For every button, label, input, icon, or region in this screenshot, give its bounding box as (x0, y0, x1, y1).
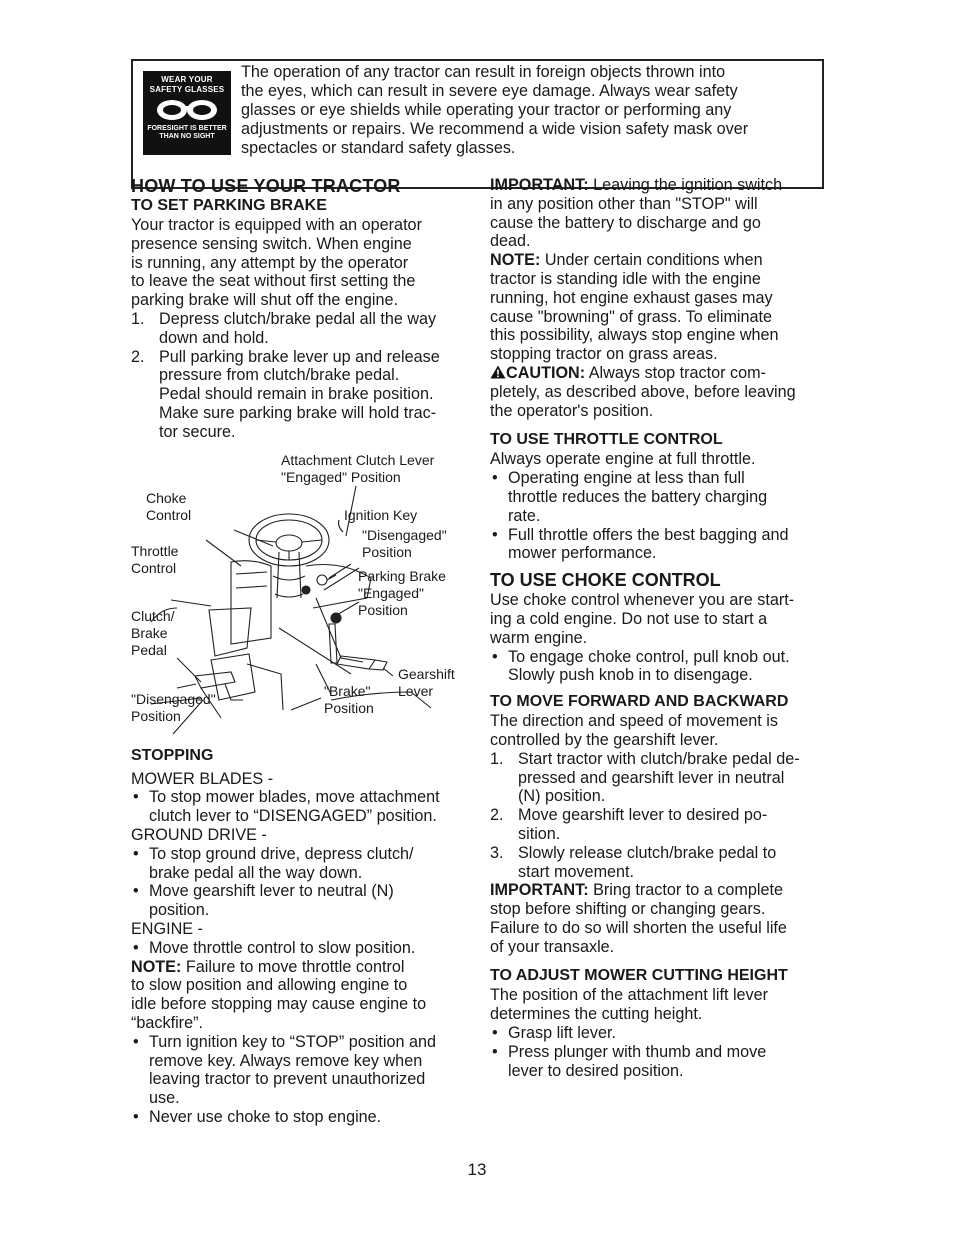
label-choke-control (146, 490, 191, 524)
text-line: pressed and gearshift lever in neutral (518, 768, 785, 787)
icon-caption-3: FORESIGHT IS BETTER (147, 125, 227, 132)
mower-blades-label: MOWER BLADES - (131, 769, 274, 788)
choke-bullets (490, 648, 835, 686)
icon-caption-1: WEAR YOUR (161, 75, 213, 84)
text-line: Depress clutch/brake pedal all the way (159, 309, 437, 328)
text-line: ing a cold engine. Do not use to start a (490, 609, 768, 628)
text-line: stopping tractor on grass areas. (490, 345, 718, 364)
throttle-bullets (490, 469, 835, 563)
ground-drive-label: GROUND DRIVE - (131, 825, 267, 844)
glasses-icon (152, 97, 222, 123)
text-line: presence sensing switch. When engine (131, 234, 412, 253)
list-item: • Full throttle offers the best bagging and mower performance. (492, 525, 789, 563)
label-line: "Disengaged" (362, 526, 447, 543)
warning-text (241, 63, 816, 158)
safety-glasses-icon (143, 71, 231, 155)
text-line: lever to desired position. (508, 1061, 684, 1080)
step-number: 3. (490, 843, 504, 862)
label-throttle-control (131, 543, 178, 577)
stopping-heading: STOPPING (131, 746, 214, 764)
text-line: to slow position and allowing engine to (131, 976, 408, 995)
warning-line: adjustments or repairs. We recommend a wide vision safety mask over (241, 120, 749, 138)
text-line: brake pedal all the way down. (149, 863, 363, 882)
text-line: Pull parking brake lever up and release (159, 347, 440, 366)
text-line: Always stop tractor com- (585, 363, 766, 382)
label-line: Lever (398, 682, 434, 699)
text-line: pletely, as described above, before leaving (490, 382, 796, 401)
label-line: Control (146, 506, 192, 523)
icon-caption-2: SAFETY GLASSES (149, 85, 225, 94)
warning-line: the eyes, which can result in severe eye damage. Always wear safety (241, 82, 738, 100)
text-line: Pedal should remain in brake position. (159, 385, 434, 404)
label-line: Position (324, 699, 374, 716)
label-line: Position (362, 543, 412, 560)
text-line: dead. (490, 232, 531, 251)
left-column (131, 176, 476, 1127)
text-line: The direction and speed of movement is (490, 712, 778, 731)
page-title: HOW TO USE YOUR TRACTOR (131, 176, 401, 196)
text-line: idle before stopping may cause engine to (131, 995, 427, 1014)
text-line: Grasp lift lever. (508, 1024, 616, 1043)
text-line: clutch lever to “DISENGAGED” position. (149, 807, 437, 826)
label-line: Ignition Key (344, 506, 418, 523)
list-item: • Operating engine at less than full throttle reduces the battery charging rate. (492, 469, 768, 525)
label-line: Parking Brake (358, 567, 446, 584)
note-label: NOTE: (131, 957, 182, 976)
important-label: IMPORTANT: (490, 881, 589, 900)
cutting-height-intro (490, 986, 835, 1024)
label-clutch-brake-pedal (131, 608, 175, 659)
text-line: this possibility, always stop engine when (490, 326, 779, 345)
text-line: in any position other than "STOP" will (490, 194, 758, 213)
list-item: • To stop ground drive, depress clutch/ brake pedal all the way down. (133, 844, 414, 882)
label-ignition-key (344, 507, 417, 524)
text-line: Move gearshift lever to desired po- (518, 806, 768, 825)
list-item (490, 806, 835, 844)
step-number: 2. (131, 347, 145, 366)
move-intro (490, 712, 835, 750)
text-line: tor secure. (159, 422, 236, 441)
label-line: "Brake" (324, 682, 371, 699)
text-line: parking brake will shut off the engine. (131, 291, 398, 310)
warning-line: The operation of any tractor can result in foreign objects thrown into (241, 63, 726, 81)
mower-blades-bullets (131, 788, 476, 826)
label-line: Brake (131, 624, 168, 641)
right-column (490, 176, 835, 1080)
text-line: start movement. (518, 862, 635, 881)
stopping-final-bullets (131, 1033, 476, 1127)
label-line: "Engaged" (358, 584, 424, 601)
text-line: Make sure parking brake will hold trac- (159, 403, 437, 422)
list-item (131, 348, 476, 442)
list-item: • Press plunger with thumb and move lever to desired position. (492, 1042, 767, 1080)
text-line: The position of the attachment lift lever (490, 986, 769, 1005)
safety-warning-box (131, 59, 824, 189)
text-line: Failure to move throttle control (181, 957, 405, 976)
text-line: Full throttle offers the best bagging and (508, 525, 789, 544)
choke-heading: TO USE CHOKE CONTROL (490, 570, 721, 591)
text-line: Use choke control whenever you are start- (490, 591, 795, 610)
text-line: Slowly release clutch/brake pedal to (518, 843, 777, 862)
text-line: Move gearshift lever to neutral (N) (149, 882, 394, 901)
step-number: 2. (490, 806, 504, 825)
text-line: Bring tractor to a complete (588, 881, 783, 900)
label-line: Throttle (131, 542, 179, 559)
text-line: Slowly push knob in to disengage. (508, 666, 753, 685)
text-line: remove key. Always remove key when (149, 1051, 423, 1070)
text-line: sition. (518, 824, 561, 843)
list-item: • Move throttle control to slow position. (133, 938, 416, 957)
cutting-height-bullets (490, 1024, 835, 1080)
cutting-height-heading: TO ADJUST MOWER CUTTING HEIGHT (490, 967, 788, 985)
move-heading: TO MOVE FORWARD AND BACKWARD (490, 693, 789, 711)
text-line: Leaving the ignition switch (588, 176, 783, 194)
note-browning (490, 251, 835, 364)
parking-brake-intro (131, 216, 476, 310)
label-ignition-disengaged (362, 527, 447, 561)
text-line: down and hold. (159, 328, 269, 347)
icon-caption-4: THAN NO SIGHT (159, 133, 215, 140)
text-line: stop before shifting or changing gears. (490, 900, 766, 919)
text-line: rate. (508, 506, 541, 525)
text-line: mower performance. (508, 544, 657, 563)
text-line: is running, any attempt by the operator (131, 253, 409, 272)
ground-drive-bullets (131, 845, 476, 920)
label-attachment-clutch-lever (281, 452, 434, 486)
label-line: Position (131, 707, 181, 724)
text-line: Never use choke to stop engine. (149, 1107, 382, 1126)
label-parking-brake (358, 568, 446, 619)
text-line: controlled by the gearshift lever. (490, 730, 719, 749)
list-item: • Never use choke to stop engine. (133, 1107, 382, 1126)
text-line: throttle reduces the battery charging (508, 487, 768, 506)
list-item: • To engage choke control, pull knob out. Slowly push knob in to disengage. (492, 647, 790, 685)
important-label: IMPORTANT: (490, 176, 589, 194)
stopping-note (131, 958, 476, 1033)
label-line: Control (131, 559, 177, 576)
label-line: Pedal (131, 641, 167, 658)
text-line: Operating engine at less than full (508, 469, 745, 488)
text-line: cause "browning" of grass. To eliminate (490, 307, 773, 326)
text-line: Press plunger with thumb and move (508, 1042, 767, 1061)
list-item: • To stop mower blades, move attachment clutch lever to “DISENGAGED” position. (133, 788, 440, 826)
text-line: leaving tractor to prevent unauthorized (149, 1070, 426, 1089)
text-line: To stop ground drive, depress clutch/ (149, 844, 414, 863)
text-line: Turn ignition key to “STOP” position and (149, 1032, 437, 1051)
important-transaxle (490, 881, 835, 956)
caution-stop (490, 364, 835, 420)
label-line: Position (358, 601, 408, 618)
list-item: • Move gearshift lever to neutral (N) position. (133, 882, 394, 920)
text-line: determines the cutting height. (490, 1005, 703, 1024)
throttle-intro: Always operate engine at full throttle. (490, 450, 756, 469)
text-line: Your tractor is equipped with an operator (131, 216, 422, 234)
step-number: 1. (131, 309, 145, 328)
important-ignition (490, 176, 835, 251)
list-item: • Turn ignition key to “STOP” position and remove key. Always remove key when leaving tractor to prevent unauthorized use. (133, 1032, 437, 1108)
label-pedal-disengaged (131, 691, 216, 725)
tractor-controls-diagram (131, 448, 476, 738)
warning-line: glasses or eye shields while operating your tractor or performing any (241, 101, 732, 119)
note-label: NOTE: (490, 251, 541, 270)
label-pedal-brake (324, 683, 374, 717)
text-line: of your transaxle. (490, 937, 615, 956)
choke-intro (490, 591, 835, 647)
text-line: pressure from clutch/brake pedal. (159, 366, 400, 385)
caution-label: CAUTION: (506, 363, 586, 382)
page-number: 13 (467, 1160, 487, 1179)
list-item (490, 750, 835, 806)
label-line: "Disengaged" (131, 690, 216, 707)
text-line: “backfire”. (131, 1013, 203, 1032)
label-line: Attachment Clutch Lever (281, 451, 435, 468)
text-line: To stop mower blades, move attachment (149, 788, 440, 807)
parking-brake-heading: TO SET PARKING BRAKE (131, 197, 327, 214)
text-line: Under certain conditions when (540, 251, 763, 270)
text-line: cause the battery to discharge and go (490, 213, 761, 232)
text-line: Move throttle control to slow position. (149, 938, 416, 957)
label-line: Clutch/ (131, 607, 175, 624)
label-line: Choke (146, 489, 187, 506)
engine-label: ENGINE - (131, 919, 203, 938)
text-line: tractor is standing idle with the engine (490, 269, 761, 288)
move-steps (490, 750, 835, 882)
text-line: use. (149, 1089, 180, 1108)
throttle-heading: TO USE THROTTLE CONTROL (490, 431, 723, 449)
label-line: "Engaged" Position (281, 468, 401, 485)
parking-brake-steps (131, 310, 476, 442)
text-line: running, hot engine exhaust gases may (490, 288, 773, 307)
list-item (490, 844, 835, 882)
label-gearshift-lever (398, 666, 455, 700)
label-line: Gearshift (398, 665, 455, 682)
warning-line: spectacles or standard safety glasses. (241, 139, 516, 157)
list-item: • Grasp lift lever. (492, 1024, 616, 1043)
text-line: Start tractor with clutch/brake pedal de- (518, 749, 800, 768)
text-line: To engage choke control, pull knob out. (508, 647, 790, 666)
text-line: Failure to do so will shorten the useful life (490, 918, 787, 937)
text-line: the operator's position. (490, 401, 654, 420)
text-line: to leave the seat without first setting the (131, 272, 416, 291)
text-line: (N) position. (518, 787, 606, 806)
engine-bullets (131, 939, 476, 958)
list-item (131, 310, 476, 348)
warning-triangle-icon (490, 365, 506, 379)
text-line: warm engine. (490, 628, 588, 647)
step-number: 1. (490, 749, 504, 768)
text-line: position. (149, 901, 210, 920)
